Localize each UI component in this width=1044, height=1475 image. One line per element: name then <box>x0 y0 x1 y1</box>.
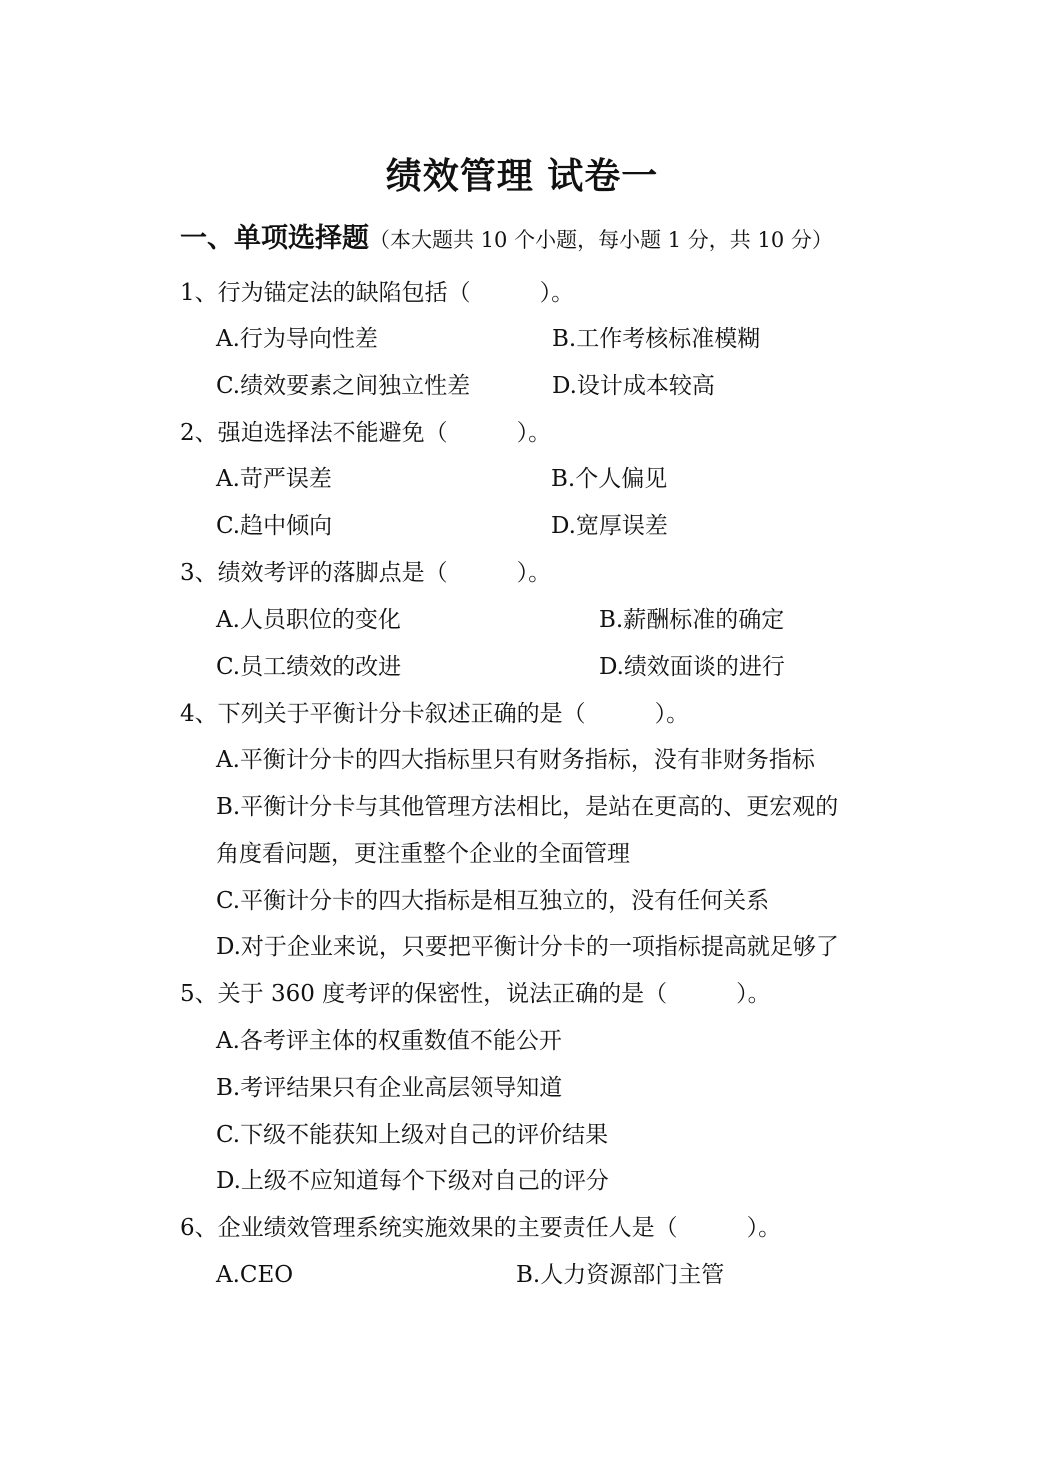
question-4-stem: 4、下列关于平衡计分卡叙述正确的是（ ）。 <box>180 701 690 727</box>
question-4-option-b-cont: 角度看问题，更注重整个企业的全面管理 <box>216 841 630 867</box>
question-5-stem: 5、关于 360 度考评的保密性，说法正确的是（ ）。 <box>180 981 771 1007</box>
section-heading <box>180 225 833 252</box>
question-5-option-c: C.下级不能获知上级对自己的评价结果 <box>216 1122 609 1148</box>
section-note: （本大题共 10 个小题，每小题 1 分，共 10 分） <box>369 228 833 252</box>
question-2-option-a: A.苛严误差 <box>216 466 332 492</box>
question-1-option-a: A.行为导向性差 <box>216 326 378 352</box>
question-3-option-b: B.薪酬标准的确定 <box>599 607 785 633</box>
question-3-option-d: D.绩效面谈的进行 <box>599 654 785 680</box>
question-4-option-b: B.平衡计分卡与其他管理方法相比，是站在更高的、更宏观的 <box>216 794 839 820</box>
question-3-option-c: C.员工绩效的改进 <box>216 654 402 680</box>
section-number: 一、 <box>180 223 234 254</box>
question-2-option-d: D.宽厚误差 <box>551 513 668 539</box>
question-2-option-b: B.个人偏见 <box>551 466 668 492</box>
section-name: 单项选择题 <box>234 223 369 254</box>
page-title: 绩效管理 试卷一 <box>385 155 659 197</box>
question-5-option-b: B.考评结果只有企业高层领导知道 <box>216 1075 563 1101</box>
question-6-option-b: B.人力资源部门主管 <box>516 1262 725 1288</box>
question-4-option-c: C.平衡计分卡的四大指标是相互独立的，没有任何关系 <box>216 888 770 914</box>
question-1-option-d: D.设计成本较高 <box>552 373 715 399</box>
question-1-option-b: B.工作考核标准模糊 <box>552 326 761 352</box>
question-2-option-c: C.趋中倾向 <box>216 513 333 539</box>
question-6-option-a: A.CEO <box>216 1262 294 1288</box>
question-6-stem: 6、企业绩效管理系统实施效果的主要责任人是（ ）。 <box>180 1215 782 1241</box>
question-5-option-d: D.上级不应知道每个下级对自己的评分 <box>216 1168 609 1194</box>
question-3-stem: 3、绩效考评的落脚点是（ ）。 <box>180 560 552 586</box>
question-1-stem: 1、行为锚定法的缺陷包括（ ）。 <box>180 280 575 306</box>
question-4-option-d: D.对于企业来说，只要把平衡计分卡的一项指标提高就足够了 <box>216 934 839 960</box>
question-1-option-c: C.绩效要素之间独立性差 <box>216 373 471 399</box>
question-3-option-a: A.人员职位的变化 <box>216 607 401 633</box>
question-5-option-a: A.各考评主体的权重数值不能公开 <box>216 1028 562 1054</box>
question-4-option-a: A.平衡计分卡的四大指标里只有财务指标，没有非财务指标 <box>216 747 815 773</box>
question-2-stem: 2、强迫选择法不能避免（ ）。 <box>180 420 552 446</box>
